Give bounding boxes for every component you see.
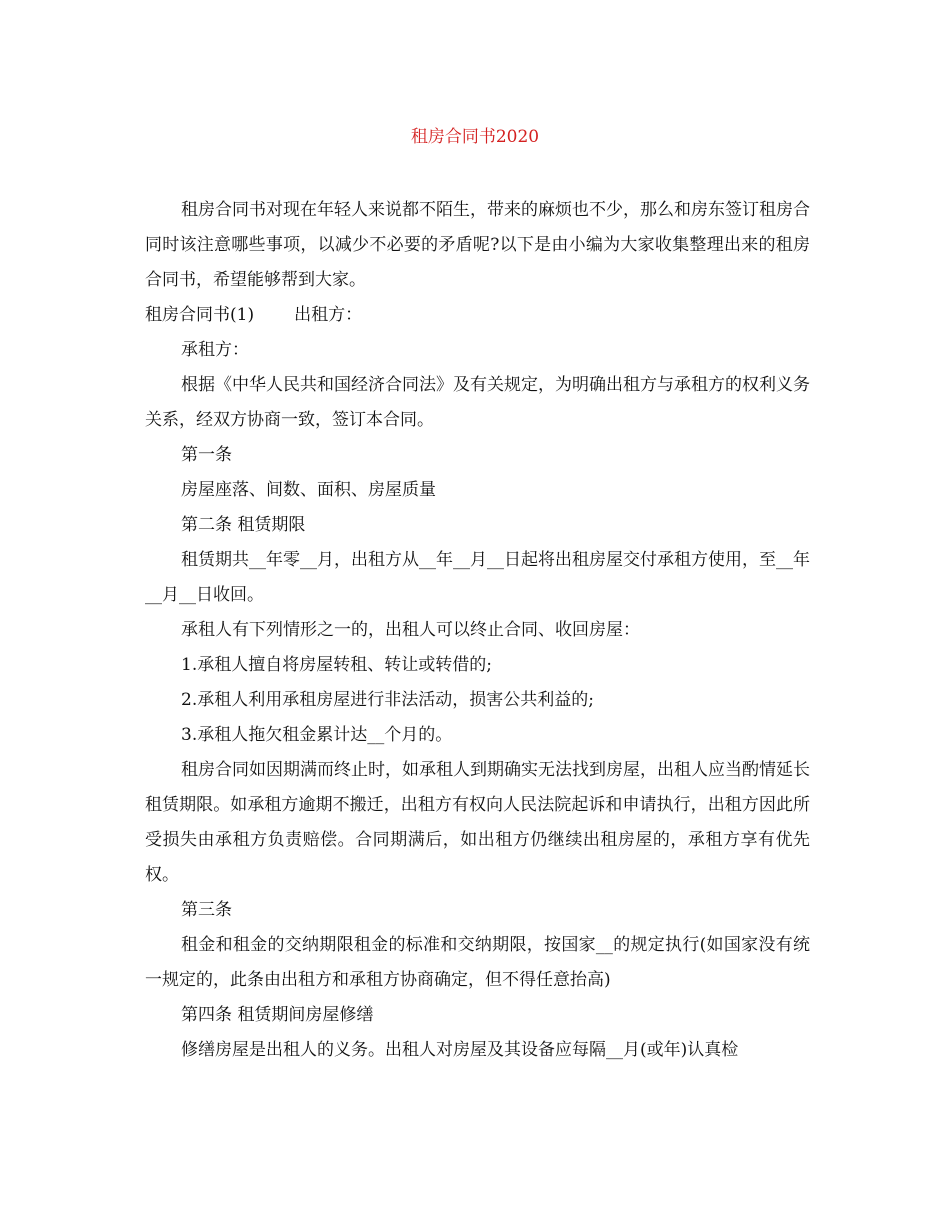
article-2-heading: 第二条 租赁期限 [181,515,306,535]
lease-term-paragraph: 租赁期共__年零__月，出租方从__年__月__日起将出租房屋交付承租方使用，至__年__月__日收回。 [145,550,810,605]
expiry-paragraph: 租房合同如因期满而终止时，如承租人到期确实无法找到房屋，出租人应当酌情延长租赁期限。如承租方逾期不搬迁，出租方有权向人民法院起诉和申请执行，出租方因此所受损失由承租方负责赔偿。合同期满后，如出租方仍继续出租房屋的，承租方享有优先权。 [145,760,810,885]
termination-item-3: 3.承租人拖欠租金累计达__个月的。 [181,725,453,745]
article-3-heading: 第三条 [181,900,232,920]
article-4-heading: 第四条 租赁期间房屋修缮 [181,1005,374,1025]
article-1-heading: 第一条 [181,445,232,465]
termination-item-1: 1.承租人擅自将房屋转租、转让或转借的; [181,655,492,675]
article-1-content: 房屋座落、间数、面积、房屋质量 [181,480,436,500]
document-title: 租房合同书2020 [410,127,540,147]
lessor-label: 出租方： [294,305,363,325]
termination-intro: 承租人有下列情形之一的，出租人可以终止合同、收回房屋： [181,620,640,640]
intro-paragraph: 租房合同书对现在年轻人来说都不陌生，带来的麻烦也不少，那么和房东签订租房合同时该注意哪些事项，以减少不必要的矛盾呢?以下是由小编为大家收集整理出来的租房合同书，希望能够帮到大家。 [145,200,810,290]
contract-number-label: 租房合同书(1) [145,305,255,325]
repair-paragraph: 修缮房屋是出租人的义务。出租人对房屋及其设备应每隔__月(或年)认真检 [181,1040,739,1060]
lessee-label: 承租方： [181,340,249,360]
rent-paragraph: 租金和租金的交纳期限租金的标准和交纳期限，按国家__的规定执行(如国家没有统一规定的，此条由出租方和承租方协商确定，但不得任意抬高) [145,935,810,990]
contract-heading-line [145,298,810,333]
document-body [145,193,810,1068]
termination-item-2: 2.承租人利用承租房屋进行非法活动，损害公共利益的; [181,690,594,710]
contract-basis-paragraph: 根据《中华人民共和国经济合同法》及有关规定，为明确出租方与承租方的权利义务关系，经双方协商一致，签订本合同。 [145,375,810,430]
